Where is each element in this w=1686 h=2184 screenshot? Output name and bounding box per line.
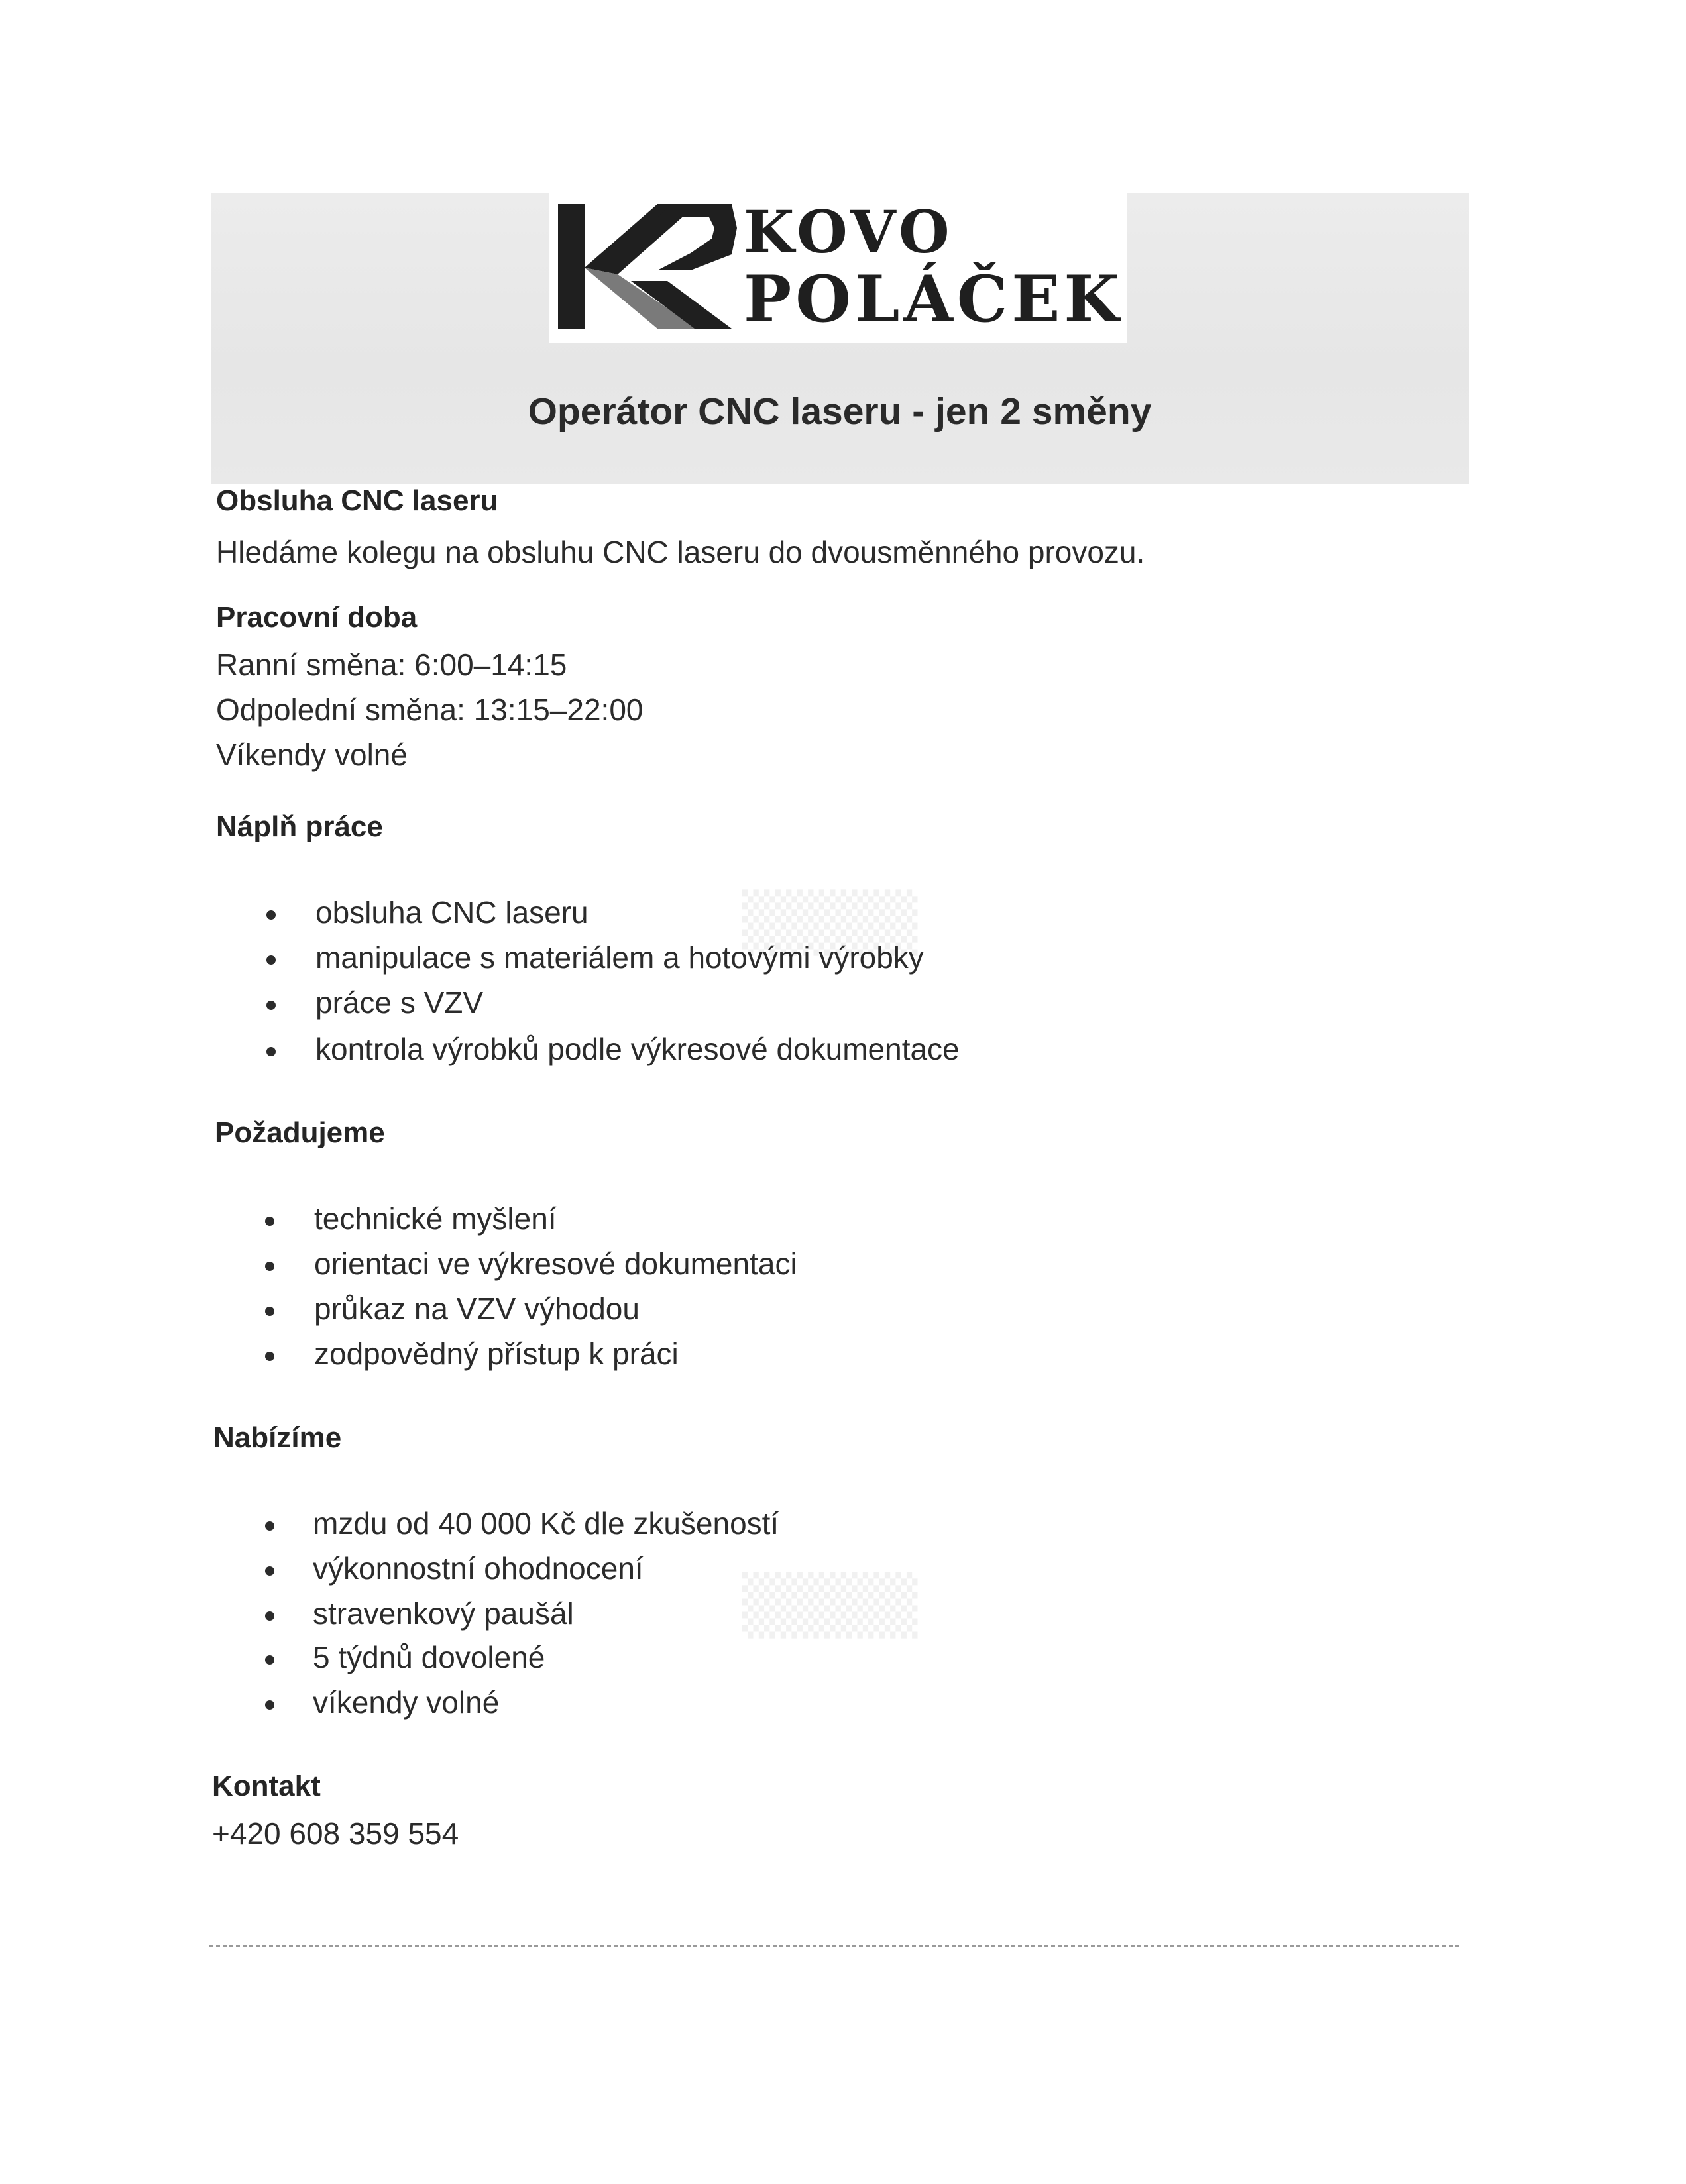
bleed-through-logo-ghost-2: ▒▒▒▒ xyxy=(742,1572,918,1639)
offer-item: výkonnostní ohodnocení xyxy=(313,1551,644,1586)
contact-phone: +420 608 359 554 xyxy=(212,1816,459,1851)
bullet-icon xyxy=(266,1047,276,1056)
section-heading-offer: Nabízíme xyxy=(213,1421,342,1454)
bullet-icon xyxy=(265,1217,274,1226)
bullet-icon xyxy=(265,1307,274,1316)
offer-item: 5 týdnů dovolené xyxy=(313,1640,545,1674)
logo-text-line2: POLÁČEK xyxy=(744,262,1123,337)
requirements-item: orientaci ve výkresové dokumentaci xyxy=(314,1246,797,1281)
duties-item: práce s VZV xyxy=(315,985,484,1020)
bullet-icon xyxy=(266,956,276,965)
offer-item: stravenkový paušál xyxy=(313,1596,574,1631)
bullet-icon xyxy=(265,1352,274,1361)
duties-item: kontrola výrobků podle výkresové dokumentace xyxy=(315,1032,960,1066)
requirements-item: technické myšlení xyxy=(314,1201,557,1236)
requirements-item: zodpovědný přístup k práci xyxy=(314,1337,679,1371)
section-heading-duties: Náplň práce xyxy=(216,810,383,843)
requirements-item: průkaz na VZV výhodou xyxy=(314,1291,640,1326)
offer-item: mzdu od 40 000 Kč dle zkušeností xyxy=(313,1506,779,1541)
section-heading-requirements: Požadujeme xyxy=(215,1117,385,1149)
hours-line-weekends: Víkendy volné xyxy=(216,737,408,772)
job-title: Operátor CNC laseru - jen 2 směny xyxy=(528,390,1152,433)
duties-item: obsluha CNC laseru xyxy=(315,895,589,930)
bullet-icon xyxy=(265,1655,274,1665)
kovo-polacek-logo-icon xyxy=(558,201,737,331)
bullet-icon xyxy=(266,910,276,920)
hours-line-afternoon: Odpolední směna: 13:15–22:00 xyxy=(216,692,644,727)
logo-text-line1: KOVO xyxy=(744,197,954,266)
duties-item: manipulace s materiálem a hotovými výrobky xyxy=(315,940,924,975)
footer-divider xyxy=(209,1945,1459,1947)
offer-item: víkendy volné xyxy=(313,1685,500,1720)
hours-line-morning: Ranní směna: 6:00–14:15 xyxy=(216,647,567,682)
intro-text: Hledáme kolegu na obsluhu CNC laseru do dvousměnného provozu. xyxy=(216,535,1145,569)
bullet-icon xyxy=(265,1521,274,1531)
bullet-icon xyxy=(265,1566,274,1576)
section-heading-contact: Kontakt xyxy=(212,1770,321,1802)
section-heading-hours: Pracovní doba xyxy=(216,601,418,633)
bullet-icon xyxy=(265,1700,274,1710)
bleed-through-logo-ghost: ▒▒▒▒ xyxy=(742,889,918,956)
bullet-icon xyxy=(265,1262,274,1271)
section-heading-intro: Obsluha CNC laseru xyxy=(216,484,498,517)
bullet-icon xyxy=(266,1001,276,1010)
bullet-icon xyxy=(265,1611,274,1621)
